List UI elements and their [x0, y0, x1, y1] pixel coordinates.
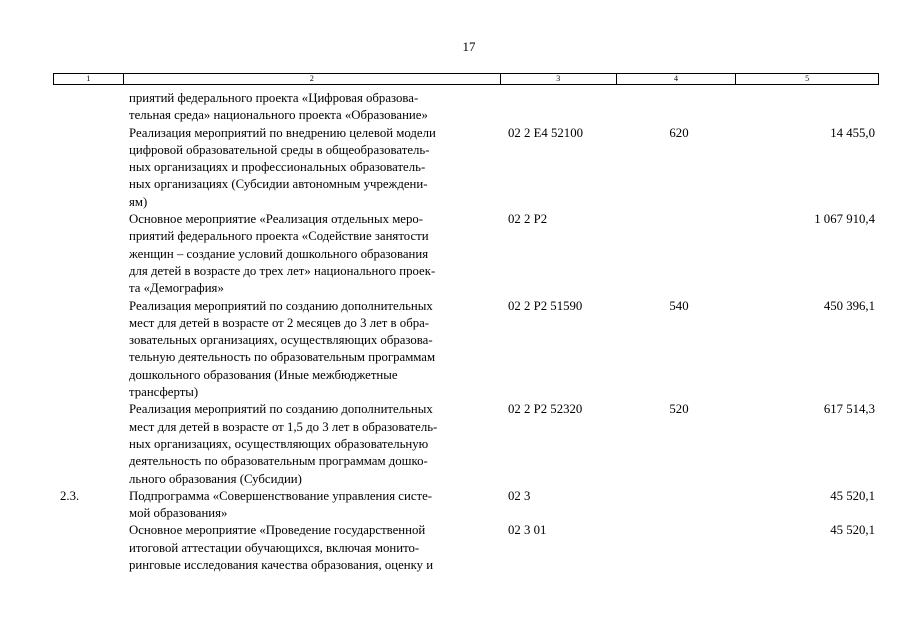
row-name-line: зовательных организациях, осуществляющих образова- [129, 333, 433, 348]
row-number: 2.3. [60, 488, 80, 503]
row-name [129, 298, 494, 402]
row-name-line: Основное мероприятие «Реализация отдельных меро- [129, 212, 424, 227]
row-name [129, 401, 494, 487]
row-name-line: Реализация мероприятий по созданию дополнительных [129, 298, 433, 313]
table-row [0, 401, 905, 487]
row-sum: 1 067 910,4 [814, 212, 875, 227]
row-code: 02 2 P2 [508, 212, 548, 227]
row-name-line: мой образования» [129, 506, 228, 521]
column-header-2: 2 [124, 74, 501, 84]
row-name-line: Реализация мероприятий по созданию дополнительных [129, 402, 433, 417]
row-name-line: ных организациях, осуществляющих образовательную [129, 436, 429, 451]
row-name-line: для детей в возрасте до трех лет» национального проек- [129, 263, 436, 278]
row-sum: 45 520,1 [830, 523, 875, 538]
row-name-line: Основное мероприятие «Проведение государственной [129, 523, 426, 538]
row-name-line: мест для детей в возрасте от 1,5 до 3 лет в образователь- [129, 419, 438, 434]
table-row [0, 522, 905, 574]
row-sum: 617 514,3 [823, 402, 875, 417]
row-name-line: льного образования (Субсидии) [129, 471, 302, 486]
column-header-1: 1 [54, 74, 124, 84]
row-code: 02 2 E4 52100 [508, 125, 584, 140]
row-sum: 45 520,1 [830, 488, 875, 503]
column-header-3: 3 [501, 74, 617, 84]
table-header [53, 73, 879, 85]
row-name-line: мест для детей в возрасте от 2 месяцев до 3 лет в обра- [129, 315, 430, 330]
row-name-line: ям) [129, 194, 148, 209]
table-row [0, 125, 905, 211]
table-body [0, 90, 905, 574]
row-name-line: трансферты) [129, 385, 199, 400]
row-name-line: Реализация мероприятий по внедрению целевой модели [129, 125, 436, 140]
row-name-line: Подпрограмма «Совершенствование управления систе- [129, 488, 433, 503]
row-expense-type: 520 [669, 402, 689, 417]
table-row [0, 488, 905, 523]
row-name [129, 211, 494, 297]
page-number: 17 [462, 39, 476, 54]
row-name-line: женщин – создание условий дошкольного образования [129, 246, 429, 261]
row-name-line: ных организациях и профессиональных образователь- [129, 160, 426, 175]
row-name-line: та «Демография» [129, 281, 224, 296]
row-name [129, 488, 494, 523]
column-header-4: 4 [617, 74, 737, 84]
row-name [129, 90, 494, 125]
table-row [0, 298, 905, 402]
row-expense-type: 620 [669, 125, 689, 140]
row-name-line: тельная среда» национального проекта «Образование» [129, 108, 428, 123]
row-sum: 450 396,1 [823, 298, 875, 313]
row-name-line: приятий федерального проекта «Цифровая образова- [129, 91, 419, 105]
column-header-5: 5 [805, 74, 810, 83]
row-name-line: тельную деятельность по образовательным программам [129, 350, 436, 365]
row-sum: 14 455,0 [830, 125, 875, 140]
row-name-line: ринговые исследования качества образования, оценку и [129, 558, 434, 573]
row-expense-type: 540 [669, 298, 689, 313]
row-name-line: ных организациях (Субсидии автономным учреждени- [129, 177, 428, 192]
row-code: 02 3 01 [508, 523, 547, 538]
row-name [129, 125, 494, 211]
row-name-line: приятий федерального проекта «Содействие занятости [129, 229, 429, 244]
row-name-line: дошкольного образования (Иные межбюджетные [129, 367, 398, 382]
table-row [0, 211, 905, 297]
row-name-line: итоговой аттестации обучающихся, включая монито- [129, 540, 420, 555]
table-row [0, 90, 905, 125]
row-name-line: цифровой образовательной среды в общеобразователь- [129, 142, 430, 157]
row-code: 02 2 P2 51590 [508, 298, 583, 313]
row-code: 02 2 P2 52320 [508, 402, 583, 417]
row-name [129, 522, 494, 574]
row-name-line: деятельность по образовательным программам дошко- [129, 454, 428, 469]
row-code: 02 3 [508, 488, 531, 503]
